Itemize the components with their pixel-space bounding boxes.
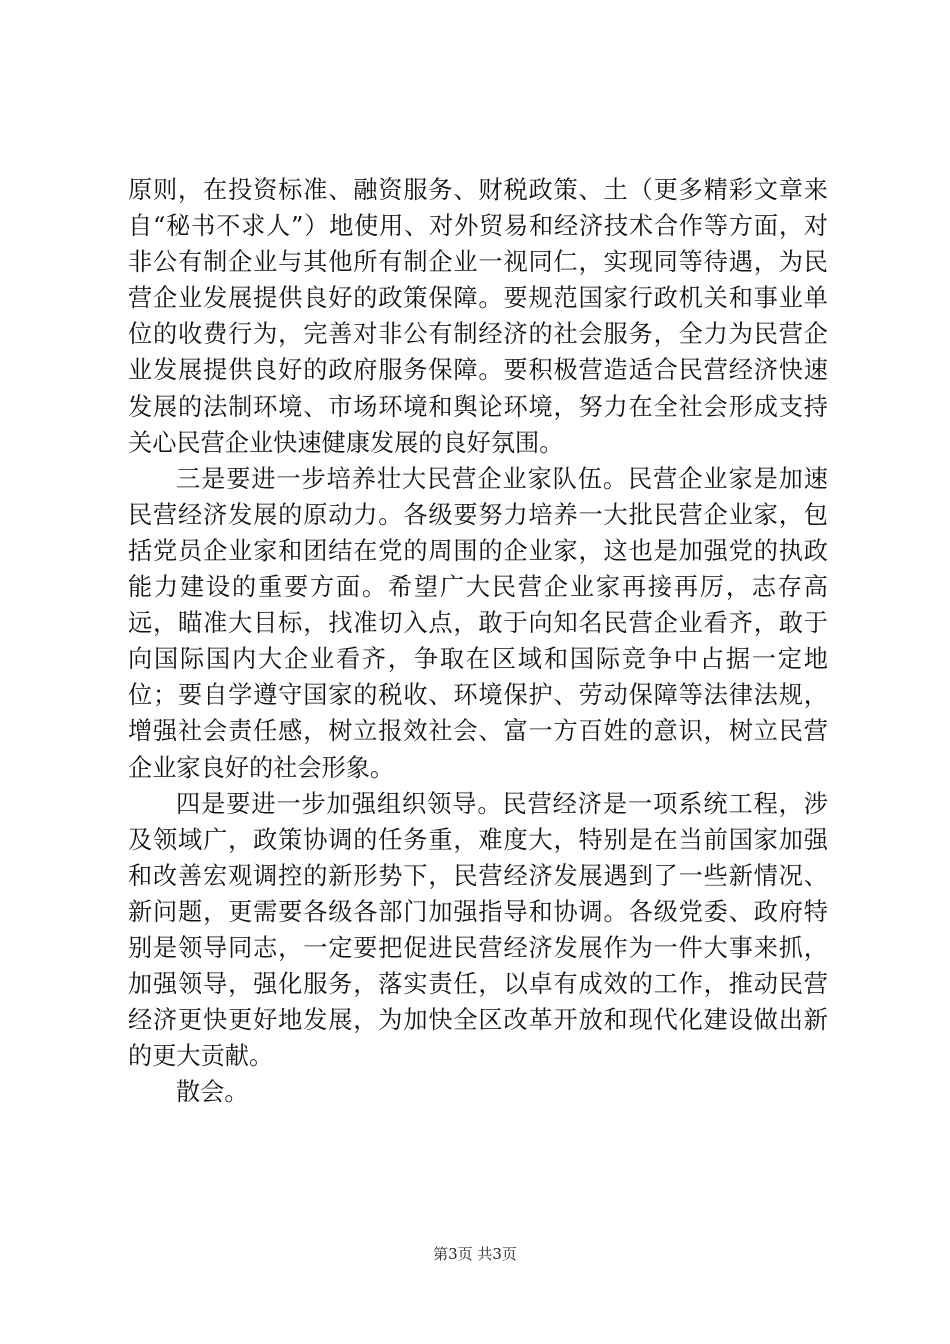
paragraph-entrepreneur-team: 三是要进一步培养壮大民营企业家队伍。民营企业家是加速民营经济发展的原动力。各级要努力培养一大批民营企业家，包括党员企业家和团结在党的周围的企业家，这也是加强党的执政能力建设的重要方面。希望广大民营企业家再接再厉，志存高远，瞄准大目标，找准切入点，敢于向知名民营企业看齐，敢于向国际国内大企业看齐，争取在区域和国际竞争中占据一定地位；要自学遵守国家的税收、环境保护、劳动保障等法律法规，增强社会责任感，树立报效社会、富一方百姓的意识，树立民营企业家良好的社会形象。 bbox=[128, 464, 828, 782]
paragraph-policy-guarantee: 原则，在投资标准、融资服务、财税政策、土（更多精彩文章来自“秘书不求人”）地使用、对外贸易和经济技术合作等方面，对非公有制企业与其他所有制企业一视同仁，实现同等待遇，为民营企业发展提供良好的政策保障。要规范国家行政机关和事业单位的收费行为，完善对非公有制经济的社会服务，全力为民营企业发展提供良好的政府服务保障。要积极营造适合民营经济快速发展的法制环境、市场环境和舆论环境，努力在全社会形成支持关心民营企业快速健康发展的良好氛围。 bbox=[128, 176, 828, 457]
document-body bbox=[128, 172, 828, 1110]
page-number-footer: 第3页 共3页 bbox=[433, 1245, 517, 1263]
paragraph-adjourn: 散会。 bbox=[176, 1078, 249, 1107]
paragraph-organization-leadership: 四是要进一步加强组织领导。民营经济是一项系统工程，涉及领域广，政策协调的任务重，难度大，特别是在当前国家加强和改善宏观调控的新形势下，民营经济发展遇到了一些新情况、新问题，更需要各级各部门加强指导和协调。各级党委、政府特别是领导同志，一定要把促进民营经济发展作为一件大事来抓，加强领导，强化服务，落实责任，以卓有成效的工作，推动民营经济更快更好地发展，为加快全区改革开放和现代化建设做出新的更大贡献。 bbox=[128, 789, 828, 1071]
